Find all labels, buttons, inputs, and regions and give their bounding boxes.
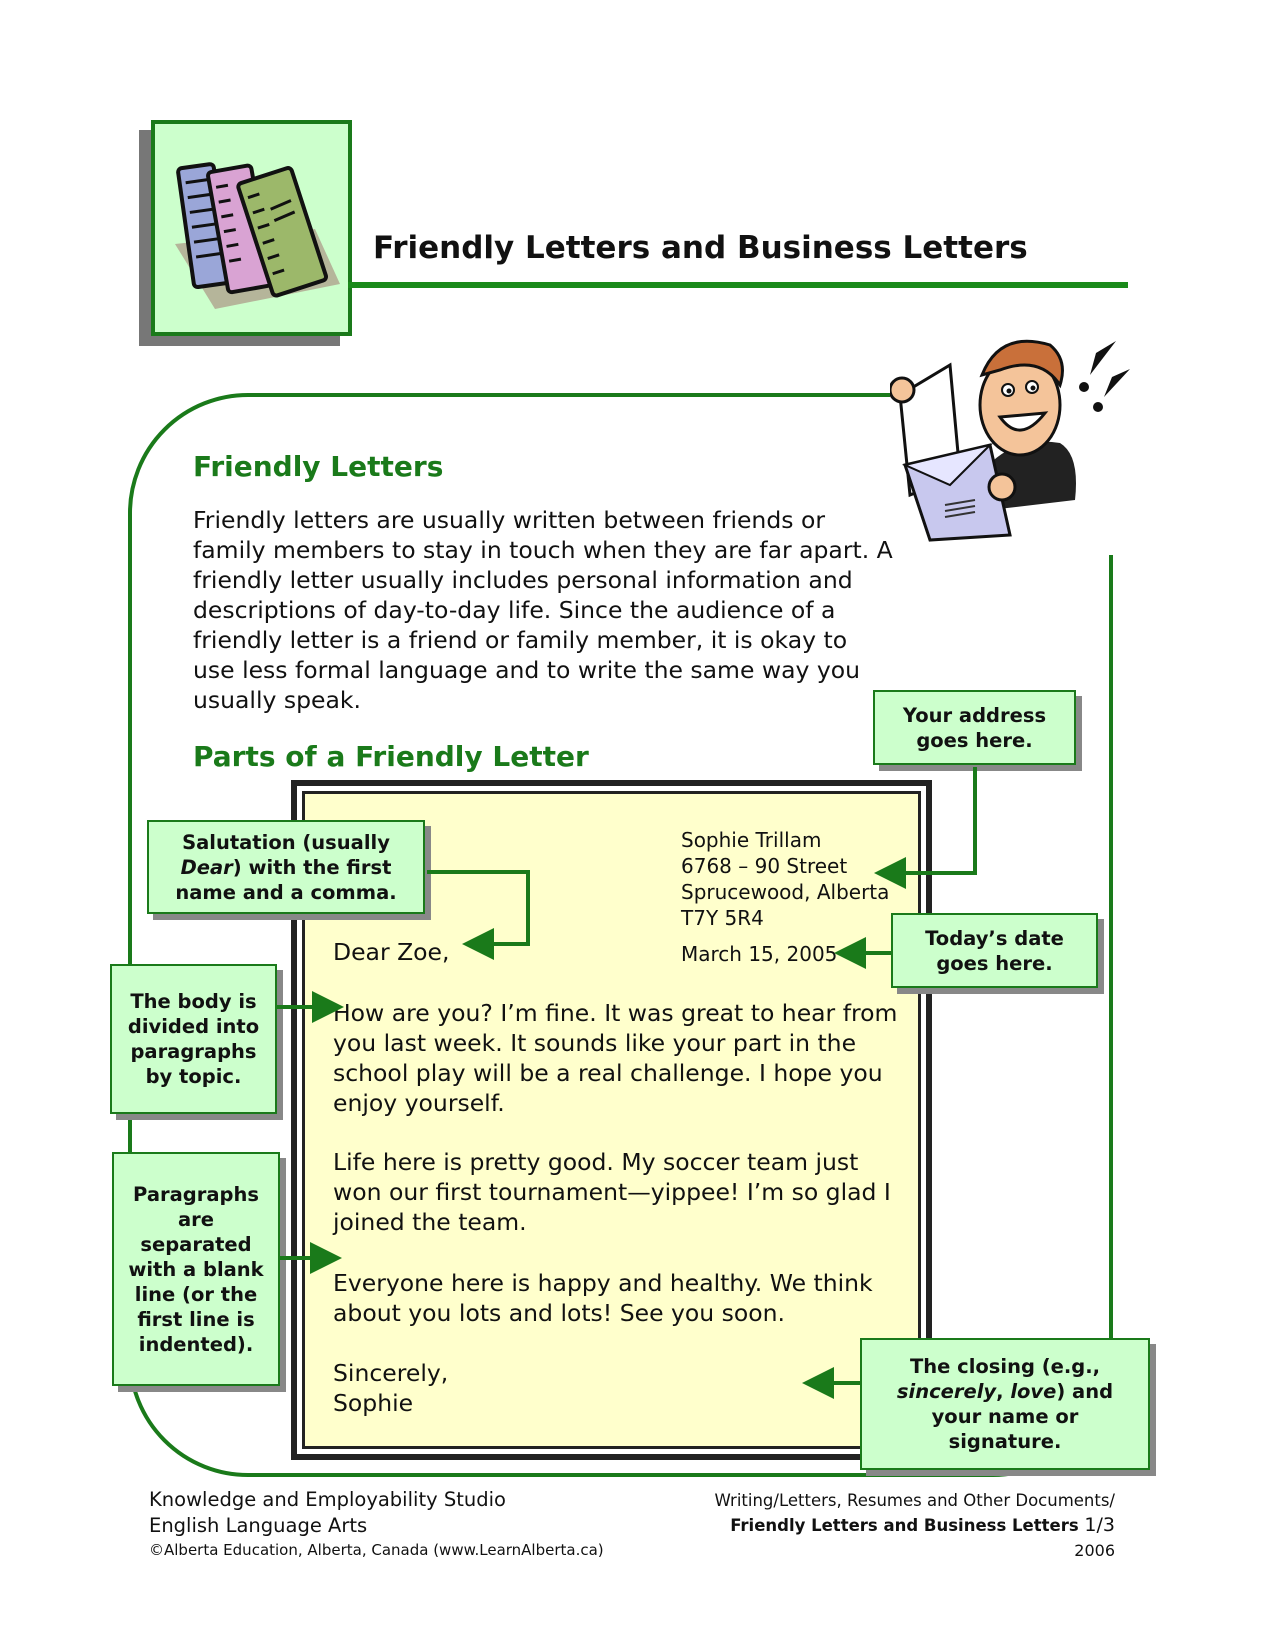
address-line: Sprucewood, Alberta [681, 880, 890, 904]
title-underline [348, 282, 1128, 288]
letter-closing [333, 1358, 448, 1418]
callout-body [110, 964, 277, 1114]
letter-salutation: Dear Zoe, [333, 938, 450, 966]
address-line: T7Y 5R4 [681, 906, 764, 930]
man-reading-letter-icon [890, 325, 1140, 555]
footer-path: Writing/Letters, Resumes and Other Documents/ [714, 1491, 1115, 1510]
books-icon [155, 124, 348, 332]
footer-doc-title: Friendly Letters and Business Letters [730, 1516, 1079, 1535]
page-title: Friendly Letters and Business Letters [373, 230, 1028, 266]
letter-address [681, 827, 889, 931]
callout-text-part: ) and your name or signature. [931, 1380, 1114, 1453]
callout-address [873, 690, 1076, 765]
letter-date: March 15, 2005 [681, 942, 838, 966]
callout-text-emphasis: Dear [180, 855, 233, 879]
closing-word: Sincerely, [333, 1359, 449, 1387]
callout-text-part: , [996, 1380, 1011, 1403]
parts-heading: Parts of a Friendly Letter [193, 740, 589, 773]
letter-paragraph: How are you? I’m fine. It was great to hear from you last week. It sounds like your part in the school play will be a real challenge. I hope you enjoy yourself. [333, 999, 898, 1117]
callout-text-emphasis: love [1010, 1380, 1057, 1403]
callout-date [891, 913, 1098, 988]
callout-text-part: Salutation (usually [182, 830, 390, 854]
signature-name: Sophie [333, 1389, 414, 1417]
callout-paragraphs-text: Paragraphs are separated with a blank line (or the first line is indented). [128, 1182, 264, 1356]
callout-text-emphasis: sincerely [896, 1380, 997, 1403]
callout-closing-text [883, 1354, 1128, 1454]
address-line: Sophie Trillam [681, 828, 822, 852]
address-line: 6768 – 90 Street [681, 854, 848, 878]
callout-date-text: Today’s date goes here. [925, 926, 1064, 975]
callout-paragraphs [112, 1152, 280, 1386]
footer-subject: English Language Arts [149, 1514, 368, 1537]
footer-year: 2006 [1074, 1541, 1115, 1560]
footer-document [730, 1514, 1115, 1536]
callout-salutation-text [171, 830, 401, 905]
footer-page-number: 1/3 [1084, 1514, 1115, 1536]
letter-paragraph: Everyone here is happy and healthy. We think about you lots and lots! See you soon. [333, 1269, 873, 1327]
callout-salutation [147, 820, 425, 914]
callout-address-text: Your address goes here. [902, 703, 1047, 752]
footer-studio: Knowledge and Employability Studio [149, 1488, 506, 1511]
letter-paragraph: Life here is pretty good. My soccer team just won our first tournament—yippee! I’m so glad I joined the team. [333, 1148, 891, 1236]
callout-text-part: ) with the first name and a comma. [175, 855, 397, 904]
intro-paragraph: Friendly letters are usually written between friends or family members to stay in touch when they are far apart. A friendly letter usually includes personal information and descriptions of day-to-day life. Since the audience of a friendly letter is a friend or family member, it is okay to use less formal language and to write the same way you usually speak. [193, 506, 893, 714]
callout-closing [860, 1338, 1150, 1470]
friendly-letters-heading: Friendly Letters [193, 450, 444, 483]
callout-text-part: The closing (e.g., [909, 1355, 1101, 1378]
callout-body-text: The body is divided into paragraphs by topic. [127, 990, 260, 1088]
footer-copyright: ©Alberta Education, Alberta, Canada (www.LearnAlberta.ca) [149, 1541, 604, 1559]
books-illustration [151, 120, 352, 336]
